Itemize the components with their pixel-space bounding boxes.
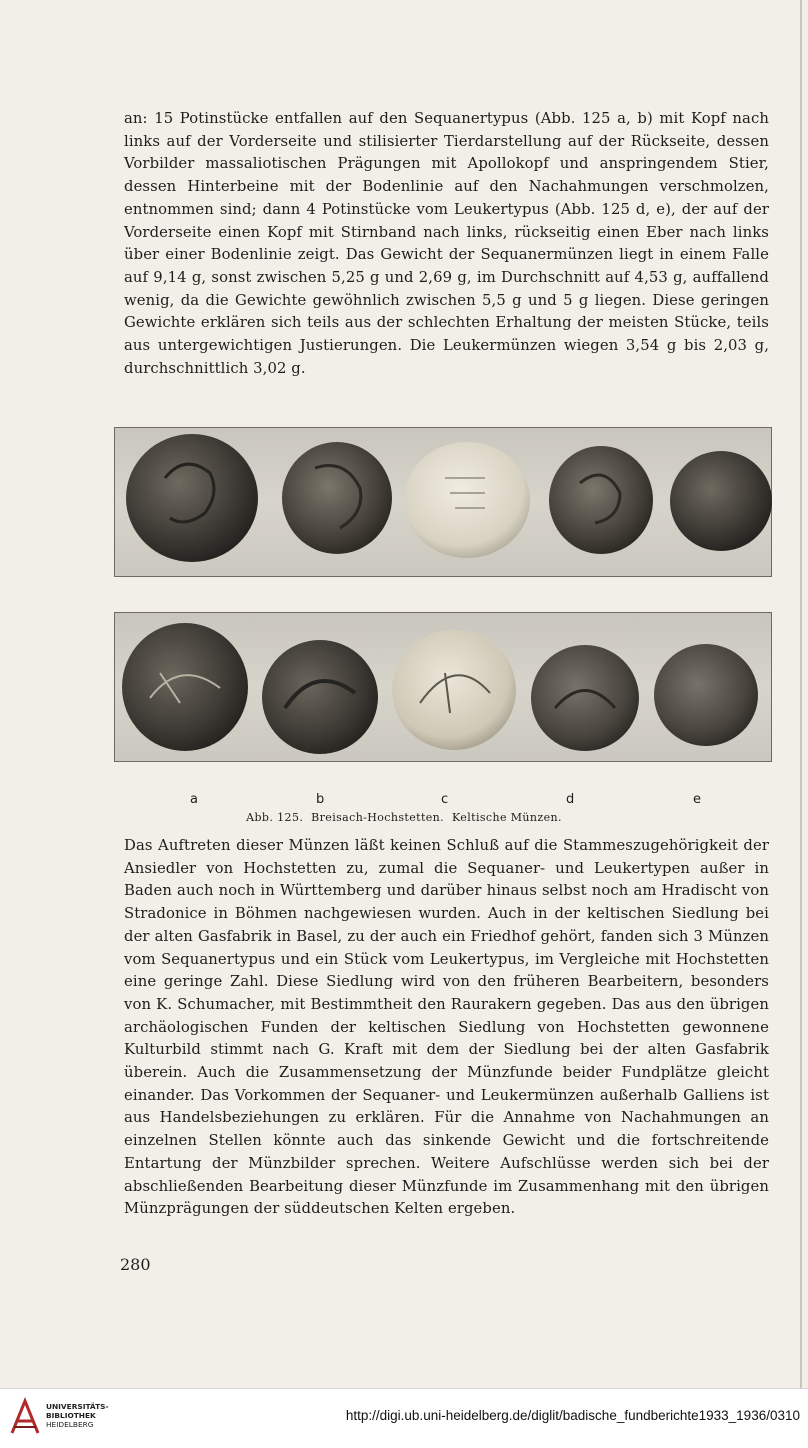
viewer-footer — [0, 1388, 808, 1448]
permalink-url[interactable]: http://digi.ub.uni-heidelberg.de/diglit/badische_fundberichte1933_1936/0310 — [345, 1408, 800, 1423]
page-edge — [800, 0, 802, 1388]
coin-letter-row — [0, 792, 808, 810]
coin-a-obverse — [126, 434, 258, 562]
body-paragraph-1: an: 15 Potinstücke entfallen auf den Sequanertypus (Abb. 125 a, b) mit Kopf nach links auf der Vorderseite und stilisierter Tierdarstellung auf der Rückseite, dessen Vorbilder massaliotischen Prägungen mit Apollokopf und anspringendem Stier, dessen Hinterbeine mit der Bodenlinie auf den Nachahmungen verschmolzen, entnommen sind; dann 4 Potinstücke vom Leukertypus (Abb. 125 d, e), der auf der Vorderseite einen Kopf mit Stirnband nach links, rückseitig einen Eber nach links über einer Bodenlinie zeigt. Das Gewicht der Sequanermünzen liegt in einem Falle auf 9,14 g, sonst zwischen 5,25 g und 2,69 g, im Durchschnitt auf 4,53 g, auffallend wenig, da die Gewichte gewöhnlich zwischen 5,5 g und 5 g liegen. Diese geringen Gewichte erklären sich teils aus der schlechten Erhaltung der meisten Stücke, teils aus untergewichtigen Justierungen. Die Leukermünzen wiegen 3,54 g bis 2,03 g, durchschnittlich 3,02 g. — [124, 110, 769, 377]
coin-plate-obverse — [114, 427, 772, 577]
coin-letter-b: b — [316, 792, 325, 807]
coin-letter-a: a — [190, 792, 198, 807]
coin-letter-e: e — [693, 792, 701, 807]
coin-plate-reverse — [114, 612, 772, 762]
coin-d-obverse — [549, 446, 653, 554]
coin-c-obverse — [404, 442, 530, 558]
university-library-logo-icon — [8, 1397, 42, 1437]
body-paragraph-2: Das Auftreten dieser Münzen läßt keinen Schluß auf die Stammeszugehörigkeit der Ansiedler von Hochstetten zu, zumal die Sequaner- und Leukertypen außer in Baden auch noch in Württemberg und darüber hinaus selbst noch am Hradischt von Stradonice in Böhmen nachgewiesen wurden. Auch in der keltischen Siedlung bei der alten Gasfabrik in Basel, zu der auch ein Friedhof gehört, fanden sich 3 Münzen vom Sequanertypus und ein Stück vom Leukertypus, im Vergleiche mit Hochstetten eine geringe Zahl. Diese Siedlung wird von den früheren Bearbeitern, besonders von K. Schumacher, mit Bestimmtheit den Raurakern gegeben. Das aus den übrigen archäologischen Funden der keltischen Siedlung von Hochstetten gewonnene Kulturbild stimmt nach G. Kraft mit dem der Siedlung bei der alten Gasfabrik überein. Auch die Zusammensetzung der Münzfunde beider Fundplätze gleicht einander. Das Vorkommen der Sequaner- und Leukermünzen außerhalb Galliens ist aus Handelsbeziehungen zu erklären. Für die Annahme von Nachahmungen an einzelnen Stellen könnte auch das sinkende Gewicht und die fortschreitende Entartung der Münzbilder sprechen. Weitere Aufschlüsse werden sich bei der abschließenden Bearbeitung dieser Münzfunde im Zusammenhang mit den übrigen Münzprägungen der süddeutschen Kelten ergeben. — [124, 837, 769, 1218]
coin-photo-reverse — [115, 613, 773, 763]
coin-e-obverse — [670, 451, 772, 551]
coin-a-reverse — [122, 623, 248, 751]
coin-c-reverse — [392, 630, 516, 750]
library-name: UNIVERSITÄTS- BIBLIOTHEK HEIDELBERG — [46, 1402, 109, 1429]
coin-d-reverse — [531, 645, 639, 751]
coin-b-reverse — [262, 640, 378, 754]
coin-letter-c: c — [441, 792, 449, 807]
coin-letter-d: d — [566, 792, 575, 807]
coin-b-obverse — [282, 442, 392, 554]
page-number: 280 — [120, 1255, 151, 1274]
caption-number: Abb. 125. — [246, 811, 304, 824]
caption-place: Breisach-Hochstetten. — [311, 811, 445, 824]
figure-caption — [0, 811, 808, 824]
coin-photo-obverse — [115, 428, 773, 578]
caption-subject: Keltische Münzen. — [451, 811, 562, 824]
coin-e-reverse — [654, 644, 758, 746]
